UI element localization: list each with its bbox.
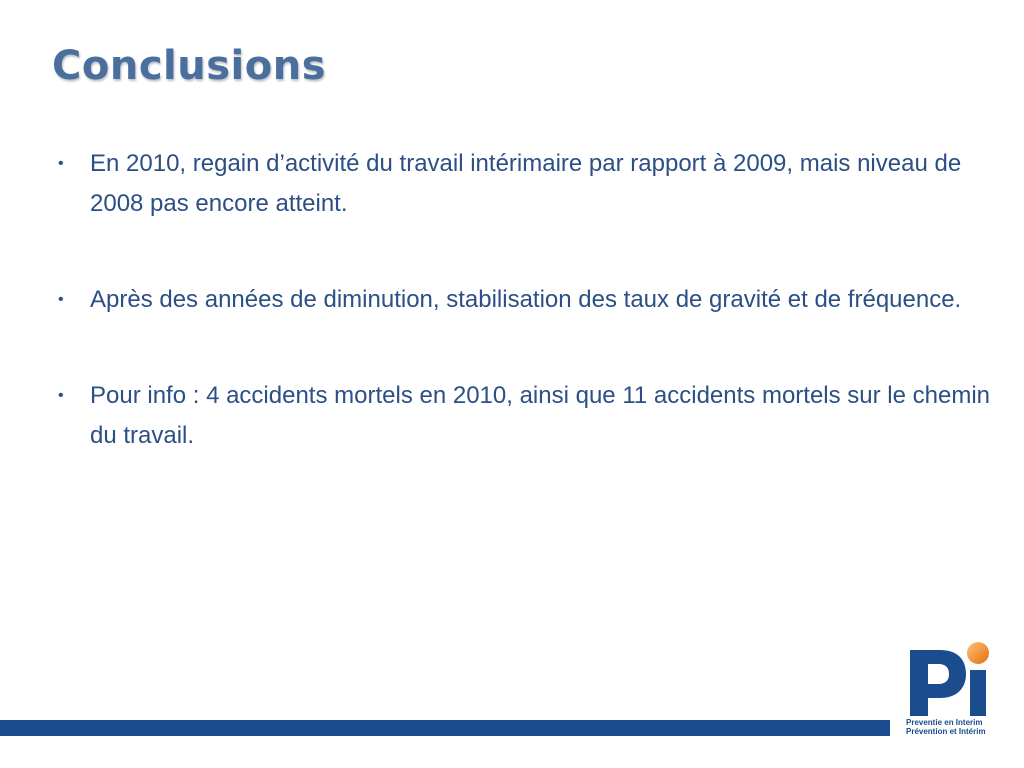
bullet-text: Après des années de diminution, stabilisation des taux de gravité et de fréquence. (90, 286, 962, 313)
bullet-marker: • (58, 387, 64, 404)
bullet-item (58, 376, 998, 456)
footer-bar (0, 720, 890, 736)
logo-tagline-fr: Prévention et Intérim (906, 727, 986, 736)
logo-tagline-nl: Preventie en Interim (906, 718, 983, 727)
bullet-item (58, 280, 998, 320)
bullet-list (58, 144, 998, 512)
bullet-marker: • (58, 291, 64, 308)
bullet-text: Pour info : 4 accidents mortels en 2010, ainsi que 11 accidents mortels sur le chemin du travail. (90, 382, 991, 449)
logo-tagline (906, 718, 1018, 736)
bullet-marker: • (58, 155, 64, 172)
bullet-text: En 2010, regain d’activité du travail intérimaire par rapport à 2009, mais niveau de 2008 pas encore atteint. (90, 150, 962, 217)
slide-title: Conclusions (52, 43, 326, 89)
bullet-item (58, 144, 998, 224)
